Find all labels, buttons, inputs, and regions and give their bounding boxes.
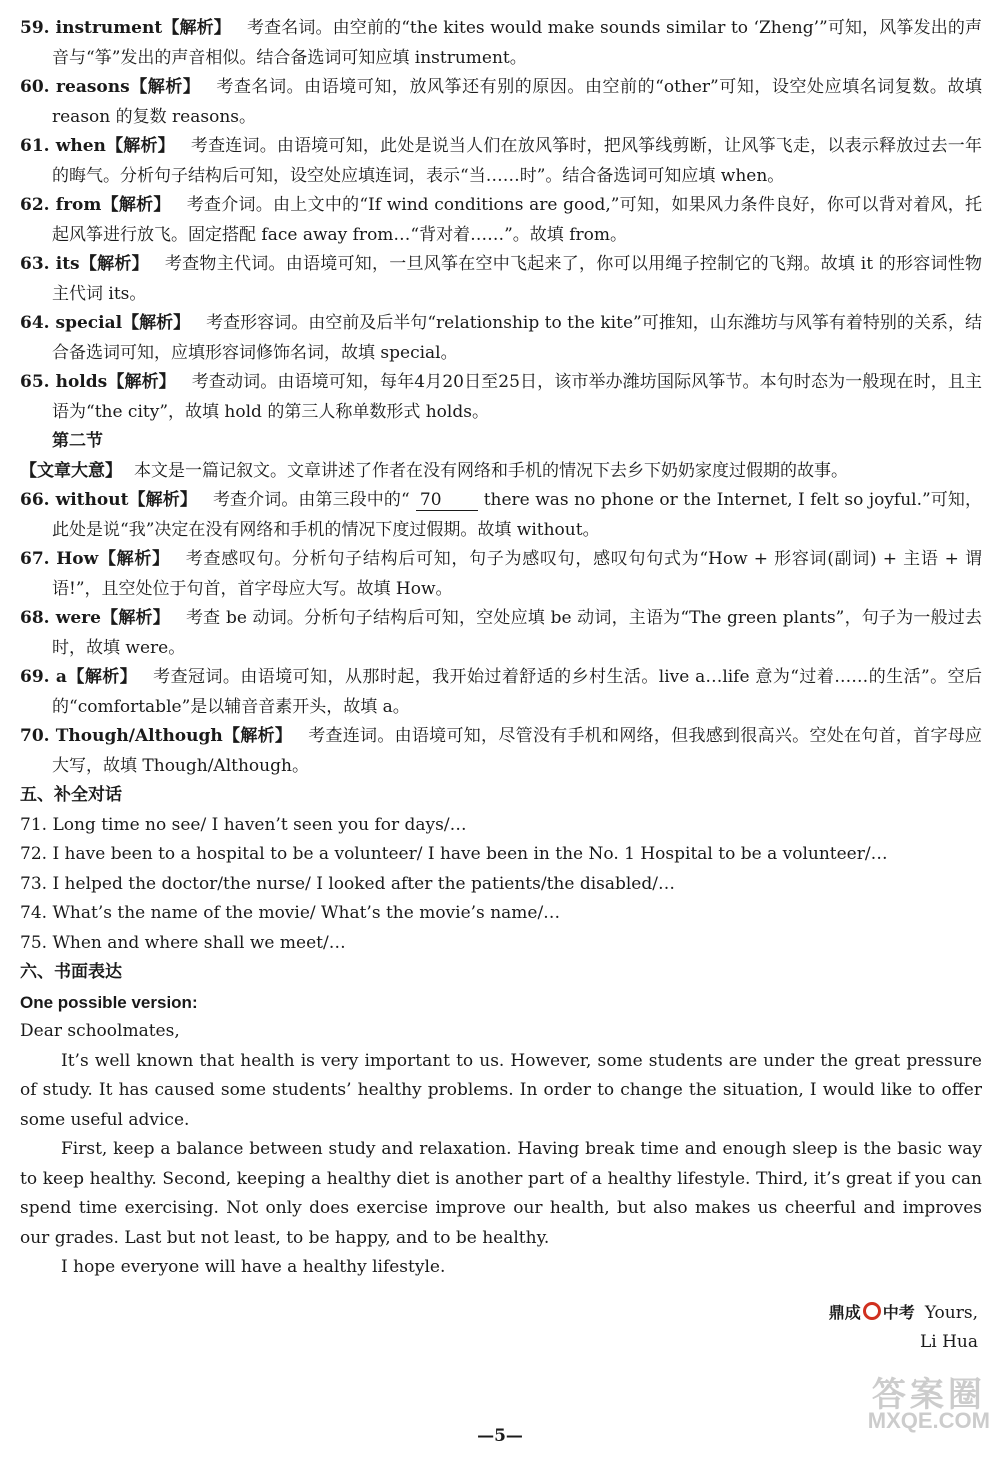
answers-group-b (20, 545, 982, 781)
letter-signature: Li Hua (919, 1332, 978, 1352)
answer-text-before: 考查介词。由第三段中的“ (212, 490, 410, 510)
answer-text: 考查连词。由语境可知，尽管没有手机和网络，但我感到很高兴。空处在句首，首字母应大写，故填 Though/Although。 (52, 726, 983, 776)
answer-label: 59. instrument【解析】 (20, 18, 231, 38)
watermark-top: 答案圈 (871, 1376, 986, 1414)
answer-label: 69. a【解析】 (20, 667, 138, 687)
answer-text: 考查名词。由空前的“the kites would make sounds similar to ‘Zheng’”可知，风筝发出的声音与“筝”发出的声音相似。结合备选词可知应填 instrument。 (52, 18, 982, 68)
answer-label: 60. reasons【解析】 (20, 77, 201, 97)
brand-left: 鼎成 (828, 1304, 861, 1322)
section2-heading: 第二节 (52, 431, 103, 451)
answer-label: 68. were【解析】 (20, 608, 170, 628)
answer-item (20, 722, 982, 781)
answer-label: 63. its【解析】 (20, 254, 149, 274)
answer-label: 62. from【解析】 (20, 195, 171, 215)
letter-paragraph: First, keep a balance between study and relaxation. Having break time and enough sleep is the basic way to keep healthy. Second, keeping a healthy diet is another part of a healthy lifestyle. Third, it’s great if you can spend time exercising. Not only does exercise improve our health, but also makes us cheerful and improves our grades. Last but not least, to be happy, and to be healthy. (20, 1139, 982, 1248)
answer-item (20, 604, 982, 663)
answer-item (20, 14, 982, 73)
brand-right: 中考 (882, 1304, 915, 1322)
answer-text: 考查介词。由上文中的“If wind conditions are good,”可知，如果风力条件良好，你可以背对着风，托起风筝进行放飞。固定搭配 face away from…“背对着……”。故填 from。 (52, 195, 983, 245)
answer-text: 考查形容词。由空前及后半句“relationship to the kite”可推知，山东潍坊与风筝有着特别的关系，结合备选词可知，应填形容词修饰名词，故填 special。 (52, 313, 982, 363)
answer-label: 70. Though/Although【解析】 (20, 726, 293, 746)
answer-label: 64. special【解析】 (20, 313, 191, 333)
answer-text: 考查连词。由语境可知，此处是说当人们在放风筝时，把风筝线剪断，让风筝飞走，以表示释放过去一年的晦气。分析句子结构后可知，设空处应填连词，表示“当……时”。结合备选词可知应填 when。 (52, 136, 983, 186)
answer-item (20, 368, 982, 427)
answer-page (20, 14, 982, 1358)
writing-heading: 六、书面表达 (20, 962, 122, 982)
letter-paragraph: I hope everyone will have a healthy lifestyle. (61, 1257, 446, 1277)
letter-greeting: Dear schoolmates, (20, 1021, 180, 1041)
dialogue-heading: 五、补全对话 (20, 785, 122, 805)
target-icon (863, 1302, 881, 1320)
dialogue-line: 74. What’s the name of the movie/ What’s the movie’s name/… (20, 903, 561, 923)
answer-item (20, 663, 982, 722)
brand-logo (829, 1305, 915, 1322)
dialogue-line: 71. Long time no see/ I haven’t seen you for days/… (20, 814, 467, 835)
dialogue-line: 75. When and where shall we meet/… (20, 932, 346, 953)
answer-label: 65. holds【解析】 (20, 372, 176, 392)
summary-label: 【文章大意】 (20, 460, 122, 481)
page-number: —5— (477, 1426, 523, 1446)
answers-group-a (20, 14, 982, 427)
answer-text: 考查感叹句。分析句子结构后可知，句子为感叹句，感叹句句式为“How + 形容词(副词) + 主语 + 谓语!”，且空处位于句首，首字母应大写。故填 How。 (52, 549, 982, 599)
watermark-bottom: MXQE.COM (867, 1408, 990, 1433)
dialogue-line: 73. I helped the doctor/the nurse/ I looked after the patients/the disabled/… (20, 873, 675, 894)
answer-item (20, 250, 982, 309)
letter-paragraph: It’s well known that health is very important to us. However, some students are under the great pressure of study. It has caused some students’ healthy problems. In order to change the situation, I would like to offer some useful advice. (20, 1050, 982, 1130)
answer-item (20, 132, 982, 191)
answer-label: 66. without【解析】 (20, 490, 197, 510)
answer-text: 考查 be 动词。分析句子结构后可知，空处应填 be 动词，主语为“The green plants”，句子为一般过去时，故填 were。 (52, 608, 983, 658)
letter-closing-row (20, 1299, 982, 1329)
answer-item-66 (20, 486, 982, 545)
blank-number: 70 (416, 490, 478, 511)
answer-item (20, 309, 982, 368)
dialogue-line: 72. I have been to a hospital to be a volunteer/ I have been in the No. 1 Hospital to be a volunteer/… (20, 844, 888, 864)
answer-label: 61. when【解析】 (20, 136, 175, 156)
summary-text: 本文是一篇记叙文。文章讲述了作者在没有网络和手机的情况下去乡下奶奶家度过假期的故事。 (134, 460, 848, 481)
answer-item (20, 73, 982, 132)
answer-item (20, 545, 982, 604)
version-label: One possible version: (20, 992, 198, 1012)
answer-text: 考查冠词。由语境可知，从那时起，我开始过着舒适的乡村生活。live a…life 意为“过着……的生活”。空后的“comfortable”是以辅音音素开头，故填 a。 (52, 667, 983, 717)
answer-item (20, 191, 982, 250)
answer-text: 考查名词。由语境可知，放风筝还有别的原因。由空前的“other”可知，设空处应填名词复数。故填 reason 的复数 reasons。 (52, 77, 982, 127)
answer-text: 考查动词。由语境可知，每年4月20日至25日，该市举办潍坊国际风筝节。本句时态为一般现在时，且主语为“the city”，故填 hold 的第三人称单数形式 holds。 (52, 372, 983, 422)
answer-text: 考查物主代词。由语境可知，一旦风筝在空中飞起来了，你可以用绳子控制它的飞翔。故填 it 的形容词性物主代词 its。 (52, 254, 982, 304)
dialogue-answers (20, 811, 982, 959)
article-summary (20, 457, 982, 487)
answer-label: 67. How【解析】 (20, 549, 170, 569)
answer-text-after: there was no phone or the Internet, I felt so joyful.”可知，此处是说“我”决定在没有网络和手机的情况下度过假期。故填 without。 (52, 490, 982, 540)
watermark (867, 1376, 990, 1434)
letter-closing: Yours, (924, 1302, 978, 1323)
